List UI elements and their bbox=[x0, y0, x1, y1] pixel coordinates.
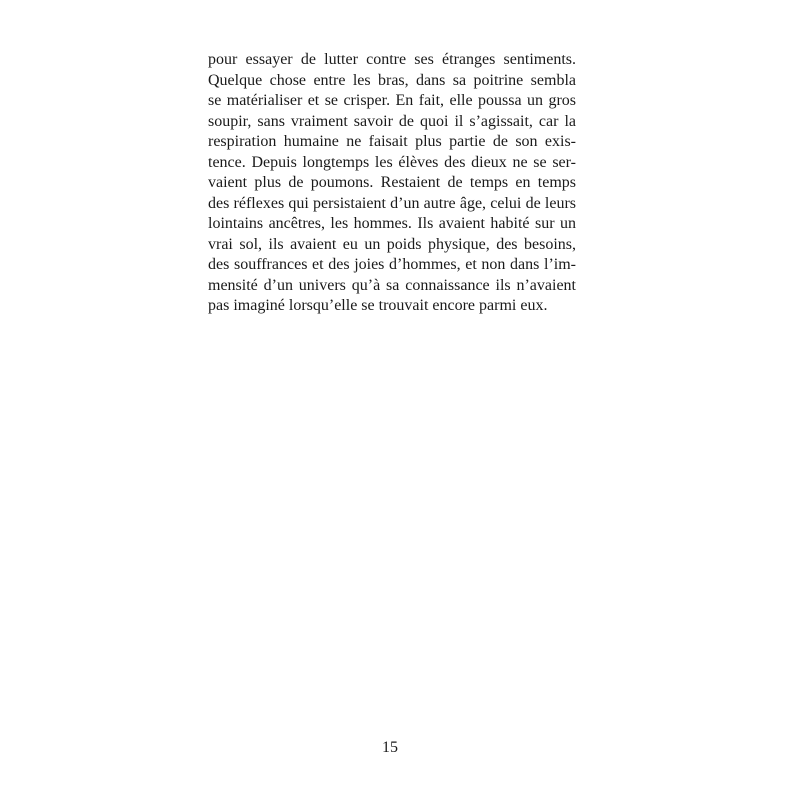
text-line: se matérialiser et se crisper. En fait, elle poussa un gros bbox=[208, 92, 576, 109]
page-number: 15 bbox=[382, 739, 398, 756]
text-line: tence. Depuis longtemps les élèves des dieux ne se ser- bbox=[208, 153, 576, 171]
text-line: pas imaginé lorsqu’elle se trouvait encore parmi eux. bbox=[208, 297, 548, 314]
text-line: pour essayer de lutter contre ses étranges sentiments. bbox=[208, 51, 576, 68]
text-line: mensité d’un univers qu’à sa connaissance ils n’avaient bbox=[208, 276, 576, 294]
text-line: respiration humaine ne faisait plus partie de son exis- bbox=[208, 133, 576, 150]
text-line: vaient plus de poumons. Restaient de temps en temps bbox=[208, 174, 576, 191]
body-paragraph bbox=[208, 50, 576, 317]
text-line: vrai sol, ils avaient eu un poids physique, des besoins, bbox=[208, 235, 576, 253]
text-line: lointains ancêtres, les hommes. Ils avaient habité sur un bbox=[208, 215, 576, 232]
text-line: soupir, sans vraiment savoir de quoi il s’agissait, car la bbox=[208, 112, 576, 130]
text-line: des réflexes qui persistaient d’un autre âge, celui de leurs bbox=[208, 194, 576, 212]
text-line: Quelque chose entre les bras, dans sa poitrine sembla bbox=[208, 71, 576, 89]
text-line: des souffrances et des joies d’hommes, et non dans l’im- bbox=[208, 256, 576, 273]
